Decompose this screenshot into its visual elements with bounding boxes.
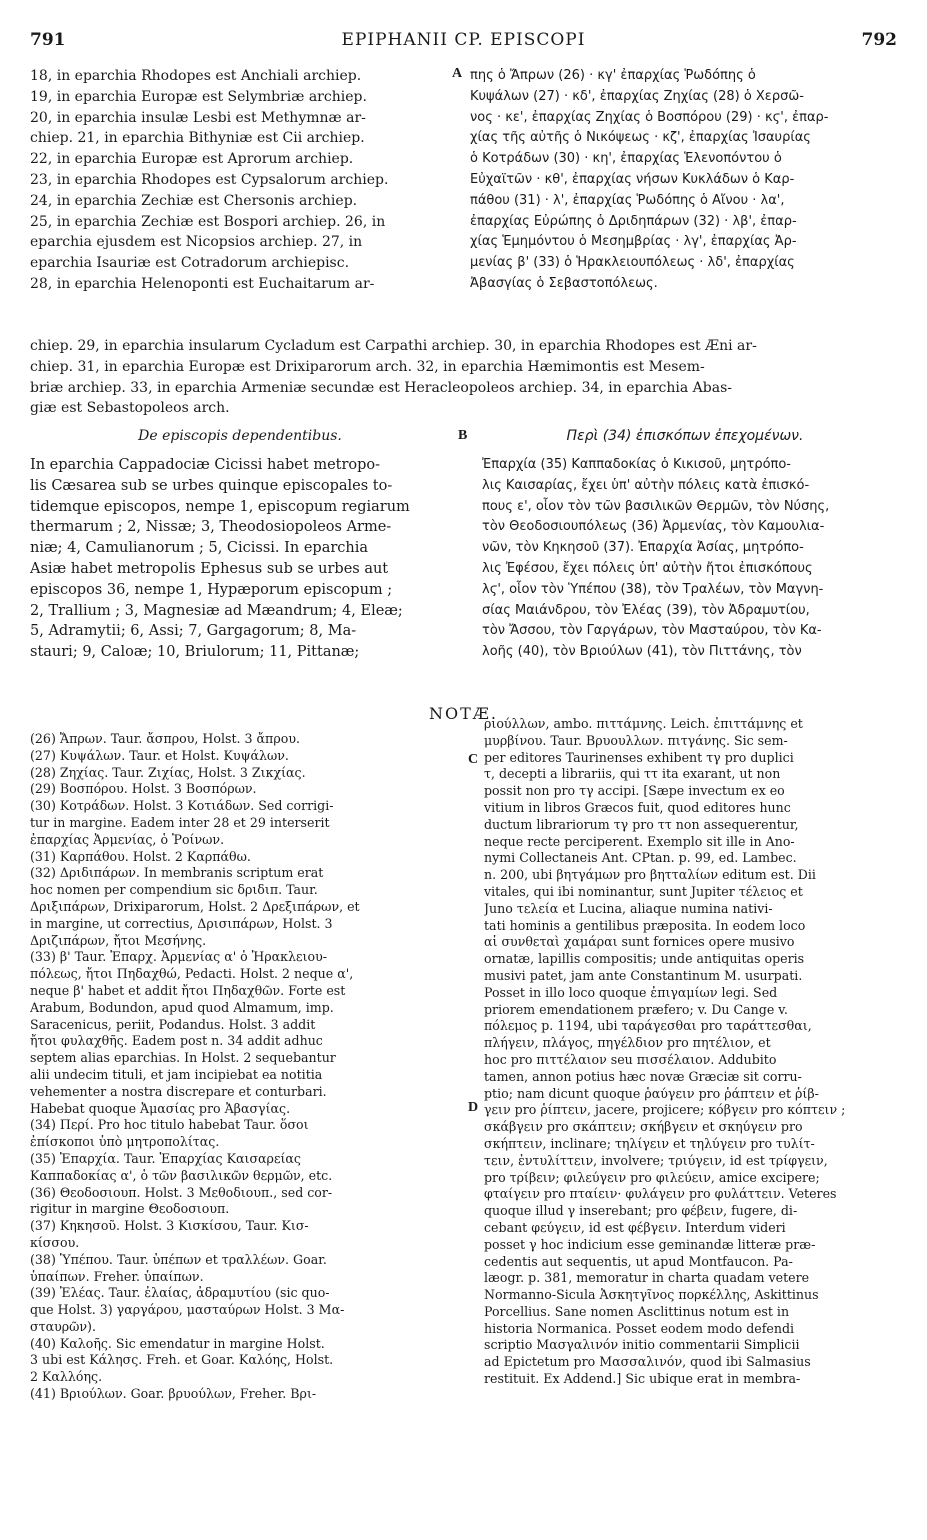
note-line: αἱ συνθεταὶ χαμάραι sunt fornices opere musivo <box>484 934 795 950</box>
greek-text-line: λις Ἐφέσου, ἔχει πόλεις ὑπ' αὐτὴν ἤτοι ἐπισκόπους <box>482 560 813 576</box>
note-line: neque β' habet et addit ἤτοι Πηδαχθῶν. Forte est <box>30 982 346 998</box>
latin-text-line: thermarum ; 2, Nissæ; 3, Theodosiopoleos Arme- <box>30 519 392 536</box>
greek-text-line: Κυψάλων (27) · κδ', ἐπαρχίας Ζηχίας (28) ὁ Χερσῶ- <box>470 88 804 104</box>
note-line: κίσσου. <box>30 1234 80 1250</box>
note-line: τ, decepti a librariis, qui ττ ita exarant, ut non <box>484 766 781 782</box>
note-line: pro τρίβειν; φιλεύγειν pro φιλεύειν, amice excipere; <box>484 1169 820 1185</box>
note-line: Habebat quoque Ἀμασίας pro Ἀβασγίας. <box>30 1100 291 1116</box>
greek-text-line: ὁ Κοτράδων (30) · κη', ἐπαρχίας Ἑλενοπόντου ὁ <box>470 151 782 167</box>
note-line: Δριζιπάρων, ἤτοι Μεσήνης. <box>30 932 207 948</box>
note-line: (33) β' Taur. Ἐπαρχ. Ἀρμενίας α' ὁ Ἡρακλειου- <box>30 949 327 965</box>
greek-text-line: πους ε', οἷον τὸν τῶν βασιλικῶν Θερμῶν, τὸν Νύσης, <box>482 498 830 514</box>
note-line: quoque illud γ inserebant; pro φέβειν, fugere, di- <box>484 1203 798 1219</box>
greek-text-line: Ἀβασγίας ὁ Σεβαστοπόλεως. <box>470 275 658 291</box>
greek-text-line: χίας Ἑμημόντου ὁ Μεσημβρίας · λγ', ἐπαρχίας Ἀρ- <box>470 234 797 250</box>
latin-text-line: eparchia Isauriæ est Cotradorum archiepisc. <box>30 255 350 272</box>
latin-text-line: Asiæ habet metropolis Ephesus sub se urbes aut <box>30 560 389 577</box>
greek-text-line: μενίας β' (33) ὁ Ἡρακλειουπόλεως · λδ', ἐπαρχίας <box>470 255 795 271</box>
note-line: cebant φεύγειν, id est φέβγειν. Interdum videri <box>484 1219 786 1235</box>
note-line: ad Epictetum pro Μασσαλινόν, quod ibi Salmasius <box>484 1354 811 1370</box>
latin-text-line: lis Cæsarea sub se urbes quinque episcopales to- <box>30 477 393 494</box>
note-line: læogr. p. 381, memoratur in charta quadam vetere <box>484 1270 810 1286</box>
greek-section-heading: Περὶ (34) ἐπισκόπων ἐπεχομένων. <box>566 428 804 444</box>
note-line: scriptio Μασγαλινόν initio commentarii Simplicii <box>484 1337 800 1353</box>
note-line: tamen, annon potius hæc novæ Græciæ sit corru- <box>484 1068 802 1084</box>
note-line: 2 Καλλόης. <box>30 1369 103 1385</box>
note-line: historia Normanica. Posset eodem modo defendi <box>484 1320 795 1336</box>
greek-text-line: Ἐπαρχία (35) Καππαδοκίας ὁ Κικισοῦ, μητρόπο- <box>482 457 791 472</box>
latin-text-line: briæ archiep. 33, in eparchia Armeniæ secundæ est Heracleopoleos archiep. 34, in eparchia Abas- <box>30 379 732 396</box>
note-line: ριούλλων, ambo. πιττάμνης. Leich. ἐπιττάμνης et <box>484 716 803 731</box>
note-line: (34) Περί. Pro hoc titulo habebat Taur. ὅσοι <box>30 1117 309 1133</box>
latin-top-column <box>30 66 450 295</box>
latin-text-line: 18, in eparchia Rhodopes est Anchiali archiep. <box>30 68 362 84</box>
note-line: Posset in illo loco quoque ἐπιγαμίων legi. Sed <box>484 984 778 1000</box>
greek-text-line: πάθου (31) · λ', ἐπαρχίας Ῥωδόπης ὁ Αἴνου · λα', <box>470 192 785 208</box>
note-line: (26) Ἄπρων. Taur. ἄσπρου, Holst. 3 ἄπρου. <box>30 731 300 746</box>
note-line: vitales, qui ibi nominantur, sunt Jupiter τέλειος et <box>484 883 803 899</box>
note-line: cedentis aut sequentis, ut apud Montfaucon. Pa- <box>484 1253 793 1269</box>
note-line: ductum librariorum τγ pro ττ non assequerentur, <box>484 816 799 832</box>
note-line: per editores Taurinenses exhibent τγ pro duplici <box>484 749 794 765</box>
note-line: (41) Βριούλων. Goar. βρυούλων, Freher. Βρι- <box>30 1386 317 1402</box>
note-line: Arabum, Bodundon, apud quod Almamum, imp. <box>30 999 334 1015</box>
note-line: tati hominis a gentilibus præposita. In eodem loco <box>484 917 806 933</box>
note-line: ptio; nam dicunt quoque ῥαύγειν pro ῥάπτειν et ῥίβ- <box>484 1085 819 1101</box>
note-line: hoc nomen per compendium sic δριδιπ. Taur. <box>30 882 318 898</box>
greek-text-line: λοῆς (40), τὸν Βριούλων (41), τὸν Πιττάνης, τὸν <box>482 644 802 660</box>
page-number-left: 791 <box>30 30 66 50</box>
note-line: (32) Δριδιπάρων. In membranis scriptum erat <box>30 865 324 881</box>
note-line: (39) Ἐλέας. Taur. ἐλαίας, ἀδραμυτίου (sic quo- <box>30 1285 330 1301</box>
note-line: Καππαδοκίας α', ὁ τῶν βασιλικῶν θερμῶν, etc. <box>30 1167 333 1183</box>
latin-text-line: chiep. 21, in eparchia Bithyniæ est Cii archiep. <box>30 130 365 147</box>
margin-letter-c: C <box>468 752 479 767</box>
note-line: neque recte perciperent. Exemplo sit ille in Ano- <box>484 833 795 849</box>
note-line: ἐπαρχίας Ἀρμενίας, ὁ Ῥοίνων. <box>30 831 225 847</box>
note-line: Δριξιπάρων, Drixiparorum, Holst. 2 Δρεξιπάρων, et <box>30 898 360 914</box>
latin-text-line: 22, in eparchia Europæ est Aprorum archiep. <box>30 151 354 168</box>
note-line: alii undecim tituli, et jam incipiebat ea notitia <box>30 1066 323 1082</box>
greek-text-line: χίας τῆς αὐτῆς ὁ Νικόψεως · κζ', ἐπαρχίας Ἰσαυρίας <box>470 130 811 146</box>
note-line: (36) Θεοδοσιουπ. Holst. 3 Μεθοδιουπ., sed cor- <box>30 1184 333 1200</box>
latin-text-line: stauri; 9, Caloæ; 10, Briulorum; 11, Pittanæ; <box>30 644 360 661</box>
note-line: n. 200, ubi βητγάμων pro βητταλίων editum est. Dii <box>484 867 816 883</box>
margin-letter-a: A <box>452 66 463 81</box>
greek-text-line: τὸν Θεοδοσιουπόλεως (36) Ἀρμενίας, τὸν Καμουλια- <box>482 519 825 535</box>
margin-letter-b: B <box>458 428 468 443</box>
latin-text-line: eparchia ejusdem est Nicopsios archiep. 27, in <box>30 234 363 251</box>
note-line: (27) Κυψάλων. Taur. et Holst. Κυψάλων. <box>30 747 289 763</box>
note-line: vitium in libros Græcos fuit, quod editores hunc <box>484 799 791 815</box>
note-line: (35) Ἐπαρχία. Taur. Ἐπαρχίας Καισαρείας <box>30 1150 301 1166</box>
note-line: hoc pro πιττέλαιον seu πισσέλαιον. Addubito <box>484 1051 777 1067</box>
notae-heading: NOTÆ. <box>429 704 498 723</box>
note-line: πλήγειν, πλάγος, πηγέλδιον pro πητέλιον, et <box>484 1035 771 1051</box>
latin-text-line: 5, Adramytii; 6, Assi; 7, Gargagorum; 8, Ma- <box>30 623 357 640</box>
note-line: πόλεως, ἤτοι Πηδαχθώ, Pedacti. Holst. 2 neque α', <box>30 966 354 982</box>
note-line: τειν, ἐντυλίττειν, involvere; τριύγειν, id est τρίφγειν, <box>484 1152 828 1168</box>
note-line: (38) Ὑπέπου. Taur. ὑπέπων et τραλλέων. Goar. <box>30 1251 327 1267</box>
note-line: γειν pro ῥίπτειν, jacere, projicere; κόβγειν pro κόπτειν ; <box>484 1102 846 1118</box>
note-line: restituit. Ex Addend.] Sic ubique erat in membra- <box>484 1371 801 1387</box>
greek-text-line: τὸν Ἄσσου, τὸν Γαργάρων, τὸν Μασταύρου, τὸν Κα- <box>482 623 822 639</box>
note-line: ornatæ, lapillis compositis; unde antiquitas operis <box>484 951 805 967</box>
note-line: σκήπτειν, inclinare; τηλίγειν et τηλύγειν pro τυλίτ- <box>484 1135 815 1151</box>
latin-text-line: 19, in eparchia Europæ est Selymbriæ archiep. <box>30 88 367 105</box>
latin-text-line: tidemque episcopos, nempe 1, episcopum regiarum <box>30 498 410 515</box>
greek-text-line: ἐπαρχίας Εὐρώπης ὁ Δριδηπάρων (32) · λβ', ἐπαρ- <box>470 213 797 229</box>
greek-top-column <box>470 66 900 295</box>
latin-text-line: 2, Trallium ; 3, Magnesiæ ad Mæandrum; 4, Eleæ; <box>30 602 403 619</box>
latin-mid-column <box>30 455 460 663</box>
latin-text-line: niæ; 4, Camulianorum ; 5, Cicissi. In eparchia <box>30 540 369 557</box>
latin-section-heading: De episcopis dependentibus. <box>138 428 342 444</box>
notes-right-column <box>484 716 904 1388</box>
note-line: musivi patet, jam ante Constantinum M. usurpati. <box>484 967 803 983</box>
note-line: vehementer a nostra discrepare et conturbari. <box>30 1083 327 1099</box>
note-line: (30) Κοτράδων. Holst. 3 Κοτιάδων. Sed corrigi- <box>30 798 334 814</box>
note-line: Saracenicus, periit, Podandus. Holst. 3 addit <box>30 1016 316 1032</box>
note-line: Porcellius. Sane nomen Asclittinus notum est in <box>484 1303 790 1319</box>
note-line: tur in margine. Eadem inter 28 et 29 interserit <box>30 814 330 830</box>
note-line: possit non pro τγ accipi. [Sæpe invectum ex eo <box>484 783 785 799</box>
note-line: ἐπίσκοποι ὑπὸ μητροπολίτας. <box>30 1134 220 1150</box>
greek-text-line: σίας Μαιάνδρου, τὸν Ἐλέας (39), τὸν Ἀδραμυτίου, <box>482 602 810 618</box>
note-line: Normanno-Sicula Ἀσκητγῖνος πορκέλλης, Askittinus <box>484 1287 819 1303</box>
latin-text-line: chiep. 29, in eparchia insularum Cycladum est Carpathi archiep. 30, in eparchia Rhodopes est Æni ar- <box>30 338 757 354</box>
latin-text-line: episcopos 36, nempe 1, Hypæporum episcopum ; <box>30 581 393 598</box>
latin-text-line: 23, in eparchia Rhodopes est Cypsalorum archiep. <box>30 171 389 188</box>
note-line: septem alias eparchias. In Holst. 2 sequebantur <box>30 1050 336 1066</box>
note-line: μυρβίνου. Taur. Βρυουλλων. πιτγάνης. Sic sem- <box>484 732 788 748</box>
greek-mid-column <box>482 455 902 663</box>
note-line: priorem emendationem præfero; v. Du Cange v. <box>484 1001 788 1017</box>
note-line: Juno τελεία et Lucina, aliaque numina nativi- <box>484 900 773 916</box>
notes-left-column <box>30 731 470 1403</box>
latin-text-line: 28, in eparchia Helenoponti est Euchaitarum ar- <box>30 275 375 292</box>
latin-text-line: In eparchia Cappadociæ Cicissi habet metropo- <box>30 457 381 473</box>
note-line: πόλεμος p. 1194, ubi ταράγεσθαι pro ταράττεσθαι, <box>484 1018 812 1034</box>
latin-text-line: chiep. 31, in eparchia Europæ est Drixiparorum arch. 32, in eparchia Hæmimontis est Mesem- <box>30 358 705 375</box>
greek-text-line: πης ὁ Ἄπρων (26) · κγ' ἐπαρχίας Ῥωδόπης ὁ <box>470 68 756 83</box>
note-line: σταυρῶν). <box>30 1318 96 1334</box>
margin-letter-d: D <box>468 1100 479 1115</box>
note-line: φταίγειν pro πταίειν· φυλάγειν pro φυλάττειν. Veteres <box>484 1186 837 1202</box>
note-line: (31) Καρπάθου. Holst. 2 Καρπάθω. <box>30 848 251 864</box>
latin-text-line: giæ est Sebastopoleos arch. <box>30 400 230 417</box>
greek-text-line: λις Καισαρίας, ἔχει ὑπ' αὐτὴν πόλεις κατὰ ἐπισκό- <box>482 477 810 493</box>
running-title: EPIPHANII CP. EPISCOPI <box>341 30 586 50</box>
note-line: rigitur in margine Θεοδοσιουπ. <box>30 1201 230 1217</box>
note-line: 3 ubi est Κάλησς. Freh. et Goar. Καλόης, Holst. <box>30 1352 334 1368</box>
latin-text-line: 24, in eparchia Zechiæ est Chersonis archiep. <box>30 192 358 209</box>
note-line: (28) Ζηχίας. Taur. Ζιχίας, Holst. 3 Ζικχίας. <box>30 764 306 780</box>
note-line: (40) Καλοῆς. Sic emendatur in margine Holst. <box>30 1335 325 1351</box>
page-number-right: 792 <box>861 30 897 50</box>
note-line: ἤτοι φυλαχθῆς. Eadem post n. 34 addit adhuc <box>30 1033 323 1049</box>
note-line: que Holst. 3) γαργάρου, μασταύρων Holst. 3 Μα- <box>30 1302 345 1318</box>
note-line: posset γ hoc indicium esse geminandæ litteræ præ- <box>484 1236 816 1252</box>
greek-text-line: λϛ', οἷον τὸν Ὑπέπου (38), τὸν Τραλέων, τὸν Μαγνη- <box>482 581 824 597</box>
latin-text-line: 20, in eparchia insulæ Lesbi est Methymnæ ar- <box>30 109 366 126</box>
page-header <box>30 30 897 58</box>
note-line: (37) Κηκησοῦ. Holst. 3 Κισκίσου, Taur. Κισ- <box>30 1218 309 1234</box>
note-line: ὑπαίπων. Freher. ὑπαίπων. <box>30 1268 204 1284</box>
greek-text-line: Εὐχαϊτῶν · κθ', ἐπαρχίας νήσων Κυκλάδων ὁ Καρ- <box>470 171 795 187</box>
latin-full-width-lines <box>30 336 900 419</box>
note-line: σκάβγειν pro σκάπτειν; σκήβγειν et σκηύγειν pro <box>484 1119 803 1135</box>
latin-text-line: 25, in eparchia Zechiæ est Bospori archiep. 26, in <box>30 213 386 230</box>
note-line: nymi Collectaneis Ant. CPtan. p. 99, ed. Lambec. <box>484 850 797 866</box>
note-line: in margine, ut correctius, Δρισιπάρων, Holst. 3 <box>30 915 333 931</box>
greek-text-line: νῶν, τὸν Κηκησοῦ (37). Ἐπαρχία Ἀσίας, μητρόπο- <box>482 540 804 556</box>
note-line: (29) Βοσπόρου. Holst. 3 Βοσπόρων. <box>30 781 257 797</box>
greek-text-line: νος · κε', ἐπαρχίας Ζηχίας ὁ Βοσπόρου (29) · κϛ', ἐπαρ- <box>470 109 829 125</box>
